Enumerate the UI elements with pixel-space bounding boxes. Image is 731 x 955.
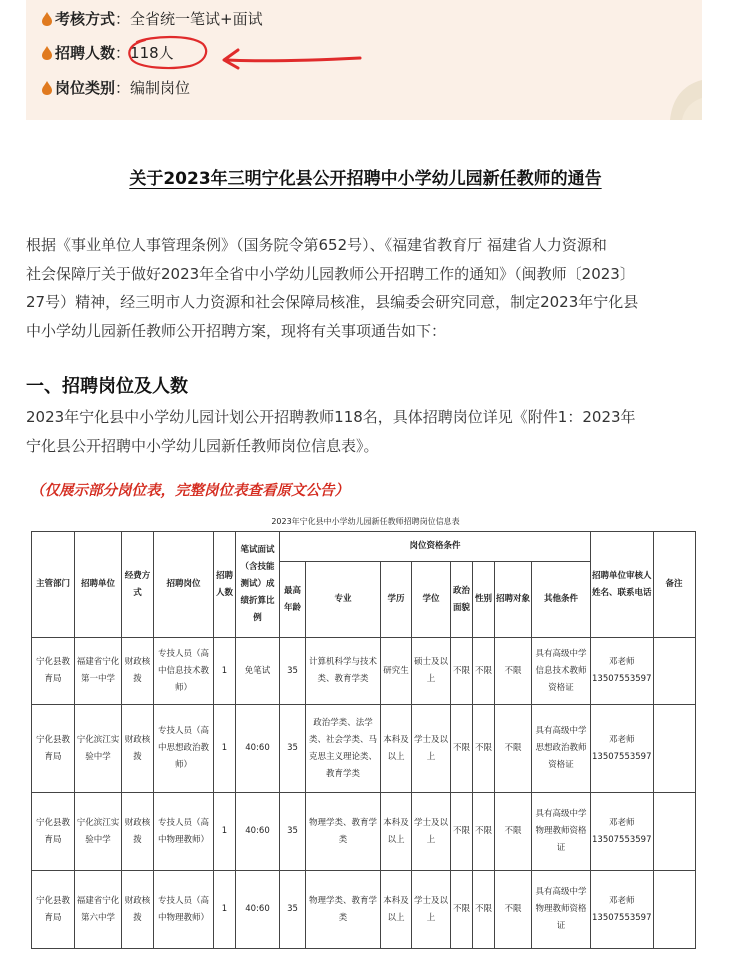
cell-edu: 本科及以上	[381, 705, 412, 793]
contact-phone: 13507553597	[592, 751, 652, 762]
th-funding: 经费方式	[122, 532, 154, 638]
contact-phone: 13507553597	[592, 834, 652, 845]
cell-age: 35	[280, 705, 306, 793]
th-degree: 学位	[412, 562, 451, 638]
cell-dept: 宁化县教育局	[32, 793, 75, 871]
info-value: 118人	[130, 44, 174, 62]
cell-ratio: 40:60	[236, 793, 280, 871]
section-line: 宁化县公开招聘中小学幼儿园新任教师岗位信息表》。	[26, 436, 379, 455]
cell-major: 计算机科学与技术类、教育学类	[306, 638, 381, 705]
cell-target: 不限	[495, 793, 532, 871]
cell-funding: 财政核拨	[122, 793, 154, 871]
intro-paragraph	[26, 231, 706, 345]
table-row	[32, 871, 696, 949]
cell-funding: 财政核拨	[122, 871, 154, 949]
cell-ratio: 40:60	[236, 705, 280, 793]
cell-count: 1	[214, 705, 236, 793]
info-key: 招聘人数	[55, 44, 116, 62]
intro-line: 27号）精神，经三明市人力资源和社会保障局核准，县编委会研究同意，制定2023年宁化县	[26, 293, 639, 311]
cell-gender: 不限	[473, 871, 495, 949]
info-colon: ：	[115, 44, 131, 62]
annotation-circle-arrow-icon	[0, 0, 731, 120]
cell-funding: 财政核拨	[122, 705, 154, 793]
cell-ratio: 免笔试	[236, 638, 280, 705]
contact-name: 邓老师	[608, 734, 635, 745]
th-target: 招聘对象	[495, 562, 532, 638]
contact-name: 邓老师	[608, 895, 635, 906]
th-unit: 招聘单位	[75, 532, 122, 638]
table-row	[32, 705, 696, 793]
cell-edu: 本科及以上	[381, 871, 412, 949]
cell-remark	[653, 705, 695, 793]
cell-other: 具有高级中学思想政治教师资格证	[532, 705, 591, 793]
th-count: 招聘人数	[214, 532, 236, 638]
cell-gender: 不限	[473, 705, 495, 793]
cell-age: 35	[280, 871, 306, 949]
cell-other: 具有高级中学物理教师资格证	[532, 793, 591, 871]
th-major: 专业	[306, 562, 381, 638]
cell-contact	[591, 638, 654, 705]
contact-name: 邓老师	[608, 817, 635, 828]
th-edu: 学历	[381, 562, 412, 638]
intro-line: 根据《事业单位人事管理条例》（国务院令第652号）、《福建省教育厅 福建省人力资源和	[26, 236, 607, 254]
cell-target: 不限	[495, 871, 532, 949]
cell-politics: 不限	[451, 705, 473, 793]
cell-unit: 福建省宁化第六中学	[75, 871, 122, 949]
cell-remark	[653, 793, 695, 871]
cell-dept: 宁化县教育局	[32, 705, 75, 793]
th-dept: 主管部门	[32, 532, 75, 638]
info-value: 全省统一笔试+面试	[130, 10, 263, 28]
cell-degree: 学士及以上	[412, 793, 451, 871]
th-ratio: 笔试面试（含技能测试）成绩折算比例	[236, 532, 280, 638]
cell-major: 物理学类、教育学类	[306, 871, 381, 949]
cell-post: 专技人员（高中物理教师）	[154, 793, 214, 871]
info-colon: ：	[115, 10, 131, 28]
th-post: 招聘岗位	[154, 532, 214, 638]
cell-count: 1	[214, 793, 236, 871]
section-line: 2023年宁化县中小学幼儿园计划公开招聘教师118名，具体招聘岗位详见《附件1：2023年	[26, 408, 636, 426]
notice-title: 关于2023年三明宁化县公开招聘中小学幼儿园新任教师的通告	[129, 169, 602, 189]
cell-edu: 本科及以上	[381, 793, 412, 871]
th-age: 最高年龄	[280, 562, 306, 638]
cell-unit: 宁化滨江实验中学	[75, 705, 122, 793]
cell-dept: 宁化县教育局	[32, 638, 75, 705]
th-contact: 招聘单位审核人姓名、联系电话	[591, 532, 654, 638]
info-key: 考核方式	[55, 10, 116, 28]
contact-phone: 13507553597	[592, 674, 652, 684]
cell-politics: 不限	[451, 871, 473, 949]
th-qualifications: 岗位资格条件	[280, 532, 591, 562]
cell-age: 35	[280, 793, 306, 871]
cell-gender: 不限	[473, 638, 495, 705]
cell-post: 专技人员（高中信息技术教师）	[154, 638, 214, 705]
cell-unit: 宁化滨江实验中学	[75, 793, 122, 871]
cell-funding: 财政核拨	[122, 638, 154, 705]
intro-line: 中小学幼儿园新任教师公开招聘方案，现将有关事项通告如下：	[26, 321, 447, 340]
jobs-table	[31, 531, 696, 949]
cell-dept: 宁化县教育局	[32, 871, 75, 949]
cell-contact	[591, 705, 654, 793]
section-heading: 一、招聘岗位及人数	[26, 376, 188, 397]
cell-age: 35	[280, 638, 306, 705]
cell-other: 具有高级中学物理教师资格证	[532, 871, 591, 949]
th-remark: 备注	[653, 532, 695, 638]
cell-degree: 学士及以上	[412, 871, 451, 949]
cell-politics: 不限	[451, 793, 473, 871]
cell-remark	[653, 638, 695, 705]
cell-edu: 研究生	[381, 638, 412, 705]
table-row	[32, 638, 696, 705]
cell-count: 1	[214, 871, 236, 949]
cell-degree: 学士及以上	[412, 705, 451, 793]
intro-line: 社会保障厅关于做好2023年全省中小学幼儿园教师公开招聘工作的通知》（闽教师〔2023〕	[26, 264, 635, 283]
cell-degree: 硕士及以上	[412, 638, 451, 705]
section-paragraph	[26, 403, 706, 460]
cell-target: 不限	[495, 705, 532, 793]
info-key: 岗位类别	[55, 79, 116, 97]
info-value: 编制岗位	[130, 79, 191, 97]
cell-other: 具有高级中学信息技术教师资格证	[532, 638, 591, 705]
table-title: 2023年宁化县中小学幼儿园新任教师招聘岗位信息表	[271, 517, 460, 526]
th-politics: 政治面貌	[451, 562, 473, 638]
cell-major: 政治学类、法学类、社会学类、马克思主义理论类、教育学类	[306, 705, 381, 793]
contact-name: 邓老师	[608, 657, 635, 667]
contact-phone: 13507553597	[592, 912, 652, 923]
cell-politics: 不限	[451, 638, 473, 705]
partial-table-note: （仅展示部分岗位表，完整岗位表查看原文公告）	[30, 483, 349, 499]
cell-contact	[591, 793, 654, 871]
th-gender: 性别	[473, 562, 495, 638]
cell-post: 专技人员（高中思想政治教师）	[154, 705, 214, 793]
cell-unit: 福建省宁化第一中学	[75, 638, 122, 705]
cell-contact	[591, 871, 654, 949]
cell-ratio: 40:60	[236, 871, 280, 949]
info-colon: ：	[115, 79, 131, 97]
cell-post: 专技人员（高中物理教师）	[154, 871, 214, 949]
cell-major: 物理学类、教育学类	[306, 793, 381, 871]
table-row	[32, 793, 696, 871]
cell-target: 不限	[495, 638, 532, 705]
cell-remark	[653, 871, 695, 949]
cell-gender: 不限	[473, 793, 495, 871]
th-other: 其他条件	[532, 562, 591, 638]
cell-count: 1	[214, 638, 236, 705]
